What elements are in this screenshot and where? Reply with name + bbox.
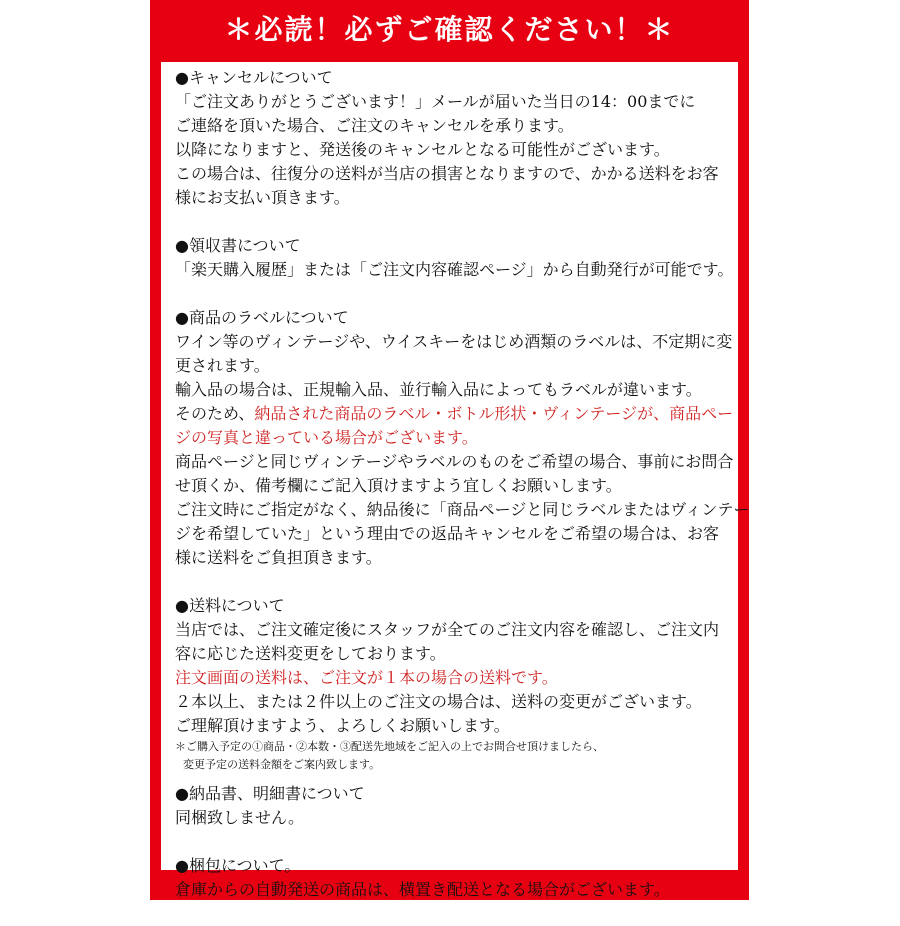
notice-title: ＊必読！必ずご確認ください！＊ <box>224 13 675 46</box>
section-heading: ●納品書、明細書について <box>175 784 365 803</box>
text-emphasis-line: 注文画面の送料は、ご注文が１本の場合の送料です。 <box>175 668 558 687</box>
section-cancel <box>175 66 735 210</box>
section-receipt <box>175 234 735 282</box>
text-line: 輸入品の場合は、正規輸入品、並行輸入品によってもラベルが違います。 <box>175 380 702 399</box>
section-heading: ●領収書について <box>175 236 301 255</box>
text-line: 以降になりますと、発送後のキャンセルとなる可能性がございます。 <box>175 140 670 159</box>
text-line: ジを希望していた」という理由での返品キャンセルをご希望の場合は、お客 <box>175 524 720 543</box>
text-line: 「ご注文ありがとうございます！」メールが届いた当日の14：00までに <box>175 92 696 111</box>
section-heading: ●梱包について。 <box>175 856 301 875</box>
text-line: ご理解頂けますよう、よろしくお願いします。 <box>175 716 510 735</box>
section-shipping <box>175 594 735 774</box>
notice-panel <box>161 62 750 899</box>
text-line: 商品ページと同じヴィンテージやラベルのものをご希望の場合、事前にお問合 <box>175 452 734 471</box>
red-frame <box>150 0 749 900</box>
section-packing <box>175 854 735 902</box>
section-heading: ●送料について <box>175 596 285 615</box>
text-line: ご注文時にご指定がなく、納品後に「商品ページと同じラベルまたはヴィンテー <box>175 500 750 519</box>
text-line: ご連絡を頂いた場合、ご注文のキャンセルを承ります。 <box>175 116 574 135</box>
text-line: せ頂くか、備考欄にご記入頂けますよう宜しくお願いします。 <box>175 476 622 495</box>
text-line: 当店では、ご注文確定後にスタッフが全てのご注文内容を確認し、ご注文内 <box>175 620 720 639</box>
text-line: 「楽天購入履歴」または「ご注文内容確認ページ」から自動発行が可能です。 <box>175 260 734 279</box>
shipping-note: ＊ご購入予定の①商品・②本数・③配送先地域をご記入の上でお問合せ頂けましたら、 <box>175 740 604 753</box>
text-line <box>175 402 735 426</box>
text-line: 様にお支払い頂きます。 <box>175 188 350 207</box>
text-normal: そのため、 <box>175 404 255 423</box>
text-line: この場合は、往復分の送料が当店の損害となりますので、かかる送料をお客 <box>175 164 719 183</box>
text-line: 倉庫からの自動発送の商品は、横置き配送となる場合がございます。 <box>175 880 670 899</box>
text-line: ワイン等のヴィンテージや、ウイスキーをはじめ酒類のラベルは、不定期に変 <box>175 332 733 351</box>
notice-content <box>175 66 750 926</box>
text-line: 同梱致しません。 <box>175 808 304 827</box>
section-label <box>175 306 750 570</box>
section-heading: ●商品のラベルについて <box>175 308 349 327</box>
text-emphasis: 納品された商品のラベル・ボトル形状・ヴィンテージが、商品ペー <box>254 404 734 423</box>
section-heading: ●キャンセルについて <box>175 68 333 87</box>
shipping-note: 変更予定の送料金額をご案内致します。 <box>183 758 381 771</box>
text-line: 更されます。 <box>175 356 270 375</box>
text-emphasis-line: ジの写真と違っている場合がございます。 <box>175 428 478 447</box>
text-line: 様に送料をご負担頂きます。 <box>175 548 382 567</box>
text-line: ２本以上、または２件以上のご注文の場合は、送料の変更がございます。 <box>175 692 702 711</box>
text-line: 容に応じた送料変更をしております。 <box>175 644 446 663</box>
section-invoice <box>175 782 735 830</box>
